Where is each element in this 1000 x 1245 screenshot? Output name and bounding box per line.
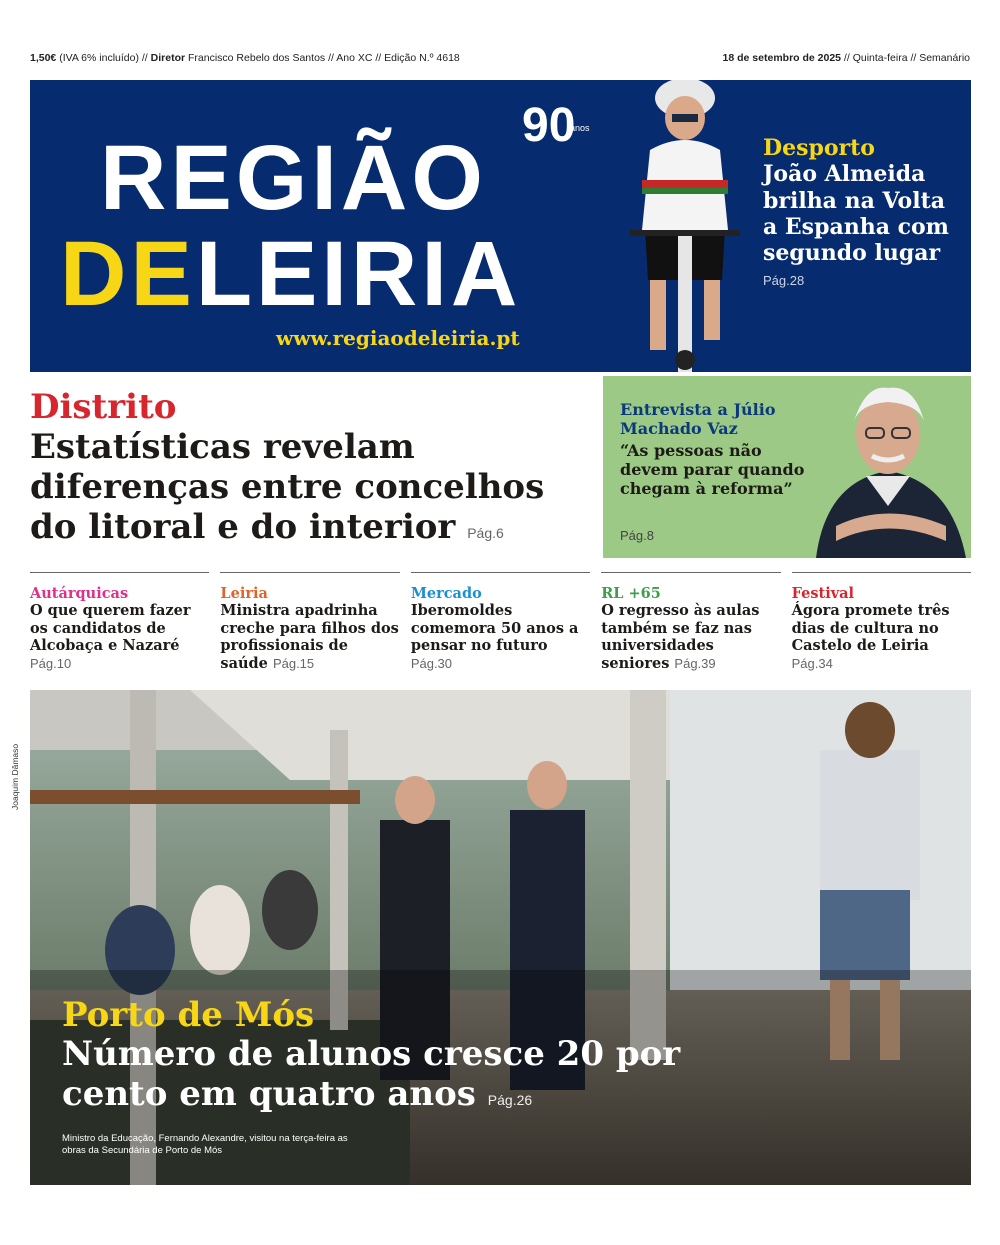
logo-leiria: LEIRIA xyxy=(195,223,522,325)
date-info: 18 de setembro de 2025 // Quinta-feira // Semanário xyxy=(722,52,970,64)
brief-page: Pág.10 xyxy=(30,655,72,671)
date: 18 de setembro de 2025 xyxy=(722,52,842,64)
director-name: Francisco Rebelo dos Santos xyxy=(188,52,326,64)
brief-page: Pág.39 xyxy=(674,655,716,671)
top-info-bar xyxy=(30,52,970,64)
district-headline-text: Estatísticas revelam diferenças entre concelhos do litoral e do interior xyxy=(30,427,545,548)
district-headline xyxy=(30,427,600,547)
brief-kicker: RL +65 xyxy=(601,585,661,602)
logo-de-leiria xyxy=(60,223,522,325)
brief-kicker: Autárquicas xyxy=(30,585,129,602)
interview-teaser[interactable] xyxy=(603,376,971,558)
price: 1,50€ xyxy=(30,52,57,64)
logo-de: DE xyxy=(60,223,196,325)
brief-headline xyxy=(601,602,780,672)
brief-headline-text: Iberomoldes comemora 50 anos a pensar no futuro xyxy=(410,602,579,655)
brief-leiria[interactable] xyxy=(220,572,399,672)
brief-headline xyxy=(792,602,971,672)
weekday: Quinta-feira xyxy=(852,52,908,64)
frequency: Semanário xyxy=(919,52,970,64)
cover-headline xyxy=(62,1035,762,1115)
brief-mercado[interactable] xyxy=(411,572,590,672)
cyclist-photo xyxy=(610,80,760,372)
district-page: Pág.6 xyxy=(467,525,504,542)
sports-headline: João Almeida brilha na Volta a Espanha com segundo lugar xyxy=(763,161,949,267)
cover-story[interactable] xyxy=(62,996,762,1115)
district-story[interactable] xyxy=(30,388,600,547)
brief-headline-text: O que querem fazer os candidatos de Alcobaça e Nazaré xyxy=(30,602,191,655)
brief-kicker: Leiria xyxy=(220,585,268,602)
masthead xyxy=(30,80,971,372)
brief-page: Pág.34 xyxy=(791,655,833,671)
brief-headline-text: O regresso às aulas também se faz nas universidades seniores xyxy=(601,602,760,672)
brief-festival[interactable] xyxy=(792,572,971,672)
briefs-row xyxy=(30,572,971,672)
brief-page: Pág.15 xyxy=(272,655,315,671)
brief-kicker: Festival xyxy=(791,585,855,602)
district-kicker: Distrito xyxy=(30,387,177,427)
brief-headline xyxy=(411,602,590,672)
year: Ano XC xyxy=(336,52,373,64)
interviewee-portrait xyxy=(806,376,971,558)
brief-page: Pág.30 xyxy=(410,655,453,671)
logo-anos: anos xyxy=(570,123,590,133)
brief-headline-text: Ágora promete três dias de cultura no Castelo de Leiria xyxy=(791,602,950,655)
interview-quote: “As pessoas não devem parar quando chegam à reforma” xyxy=(620,441,805,498)
director-label: Diretor xyxy=(150,52,186,64)
brief-rl65[interactable] xyxy=(601,572,780,672)
logo-90: 90 xyxy=(522,99,576,152)
brief-autarquicas[interactable] xyxy=(30,572,209,672)
cover-page: Pág.26 xyxy=(487,1091,533,1108)
photo-credit: Joaquim Dâmaso xyxy=(10,743,20,810)
logo-regiao: REGIÃO xyxy=(100,127,487,229)
issue-info: 1,50€ (IVA 6% incluído) // Diretor Francisco Rebelo dos Santos // Ano XC // Edição N.º 4618 xyxy=(30,52,460,64)
brief-kicker: Mercado xyxy=(410,585,482,602)
brief-headline xyxy=(30,602,209,672)
interview-page: Pág.8 xyxy=(620,528,654,543)
brief-headline xyxy=(220,602,399,672)
website-link[interactable]: www.regiaodeleiria.pt xyxy=(276,326,520,350)
interview-kicker: Entrevista a Júlio Machado Vaz xyxy=(620,400,776,439)
cover-kicker: Porto de Mós xyxy=(62,995,315,1035)
edition: Edição N.º 4618 xyxy=(384,52,460,64)
price-note: (IVA 6% incluído) xyxy=(59,52,139,64)
sports-page: Pág.28 xyxy=(763,272,805,288)
sports-kicker: Desporto xyxy=(763,135,875,161)
photo-caption: Ministro da Educação, Fernando Alexandre, visitou na terça-feira as obras da Secundária de Porto de Mós xyxy=(62,1133,348,1156)
sports-teaser[interactable] xyxy=(763,136,963,288)
cover-headline-text: Número de alunos cresce 20 por cento em quatro anos xyxy=(62,1034,681,1114)
brief-headline-text: Ministra apadrinha creche para filhos dos profissionais de saúde xyxy=(220,602,399,672)
